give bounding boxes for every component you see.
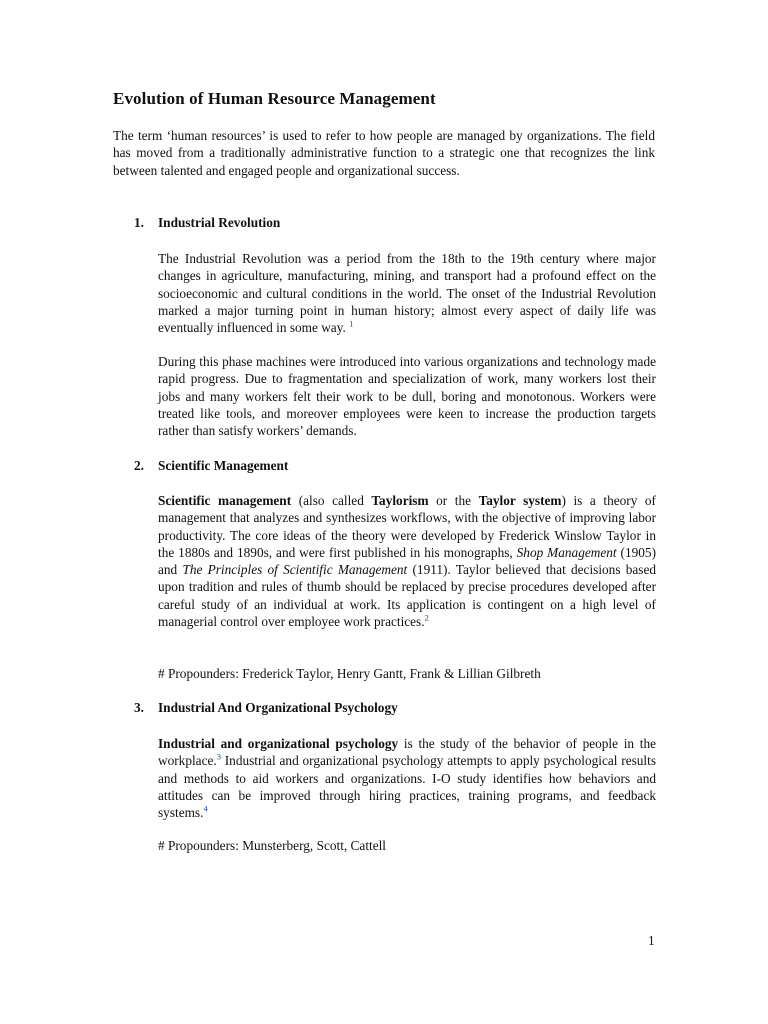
section-1-paragraph-1-text: The Industrial Revolution was a period from the 18th to the 19th century where major changes in agriculture, manufacturing, mining, and transport had a profound effect on the socioeconomic and cultural conditions in the world. The onset of the Industrial Revolution marked a major turning point in human history; almost every aspect of daily life was eventually influenced in some way. bbox=[158, 251, 656, 336]
term-taylor-system: Taylor system bbox=[478, 493, 562, 508]
text-run: is the study of the behavior of people in the workplace. bbox=[158, 736, 656, 769]
section-1-title: Industrial Revolution bbox=[158, 215, 281, 230]
section-2-title: Scientific Management bbox=[158, 458, 289, 473]
text-run: (1905) and bbox=[158, 544, 656, 578]
text-run: (also called bbox=[291, 493, 372, 508]
footnote-ref-2[interactable]: 2 bbox=[424, 612, 429, 623]
document-title: Evolution of Human Resource Management bbox=[113, 89, 436, 108]
section-2-number: 2. bbox=[134, 458, 144, 473]
section-3-propounders: # Propounders: Munsterberg, Scott, Cattell bbox=[158, 838, 386, 853]
section-3-title: Industrial And Organizational Psychology bbox=[158, 700, 398, 715]
section-1-paragraph-1 bbox=[158, 250, 656, 336]
term-taylorism: Taylorism bbox=[371, 493, 429, 508]
section-1-number: 1. bbox=[134, 215, 144, 230]
section-1-paragraph-2: During this phase machines were introduced into various organizations and technology made rapid progress. Due to fragmentation and specialization of work, many workers lost their jobs and many workers felt their work to be dull, boring and monotonous. Workers were treated like tools, and moreover employees were keen to increase the production targets rather than satisfy workers’ demands. bbox=[158, 354, 656, 439]
text-run: ) is a theory of management that analyzes and synthesizes workflows, with the objective of improving labor productivity. The core ideas of the theory were developed by Frederick Winslow Taylor in the 1880s and 1890s, and were first published in his monographs, bbox=[158, 493, 656, 560]
section-2-paragraph bbox=[158, 492, 656, 630]
footnote-ref-3[interactable]: 3 bbox=[216, 751, 221, 762]
footnote-ref-1[interactable]: 1 bbox=[349, 318, 354, 329]
page-number: 1 bbox=[648, 933, 655, 948]
section-2-propounders: # Propounders: Frederick Taylor, Henry Gantt, Frank & Lillian Gilbreth bbox=[158, 666, 541, 681]
term-scientific-management: Scientific management bbox=[158, 493, 292, 508]
text-run: (1911). Taylor believed that decisions based upon tradition and rules of thumb should be replaced by precise procedures developed after careful study of an individual at work. Its application is contingent on a high level of managerial control over employee work practices. bbox=[158, 562, 657, 630]
text-run: Industrial and organizational psychology attempts to apply psychological results and methods to aid workers and organizations. I-O study identifies how behaviors and attitudes can be improved through hiring practices, training programs, and feedback systems. bbox=[158, 753, 656, 821]
section-3-number: 3. bbox=[134, 700, 144, 715]
book-title-principles: The Principles of Scientific Management bbox=[182, 562, 408, 578]
text-run: or the bbox=[428, 493, 479, 508]
footnote-ref-4[interactable]: 4 bbox=[203, 803, 208, 814]
section-3-paragraph bbox=[158, 735, 656, 821]
intro-paragraph: The term ‘human resources’ is used to refer to how people are managed by organizations. The field has moved from a traditionally administrative function to a strategic one that recognizes the link between talented and engaged people and organizational success. bbox=[113, 128, 655, 178]
term-io-psychology: Industrial and organizational psychology bbox=[158, 736, 399, 751]
book-title-shop-management: Shop Management bbox=[516, 544, 617, 560]
